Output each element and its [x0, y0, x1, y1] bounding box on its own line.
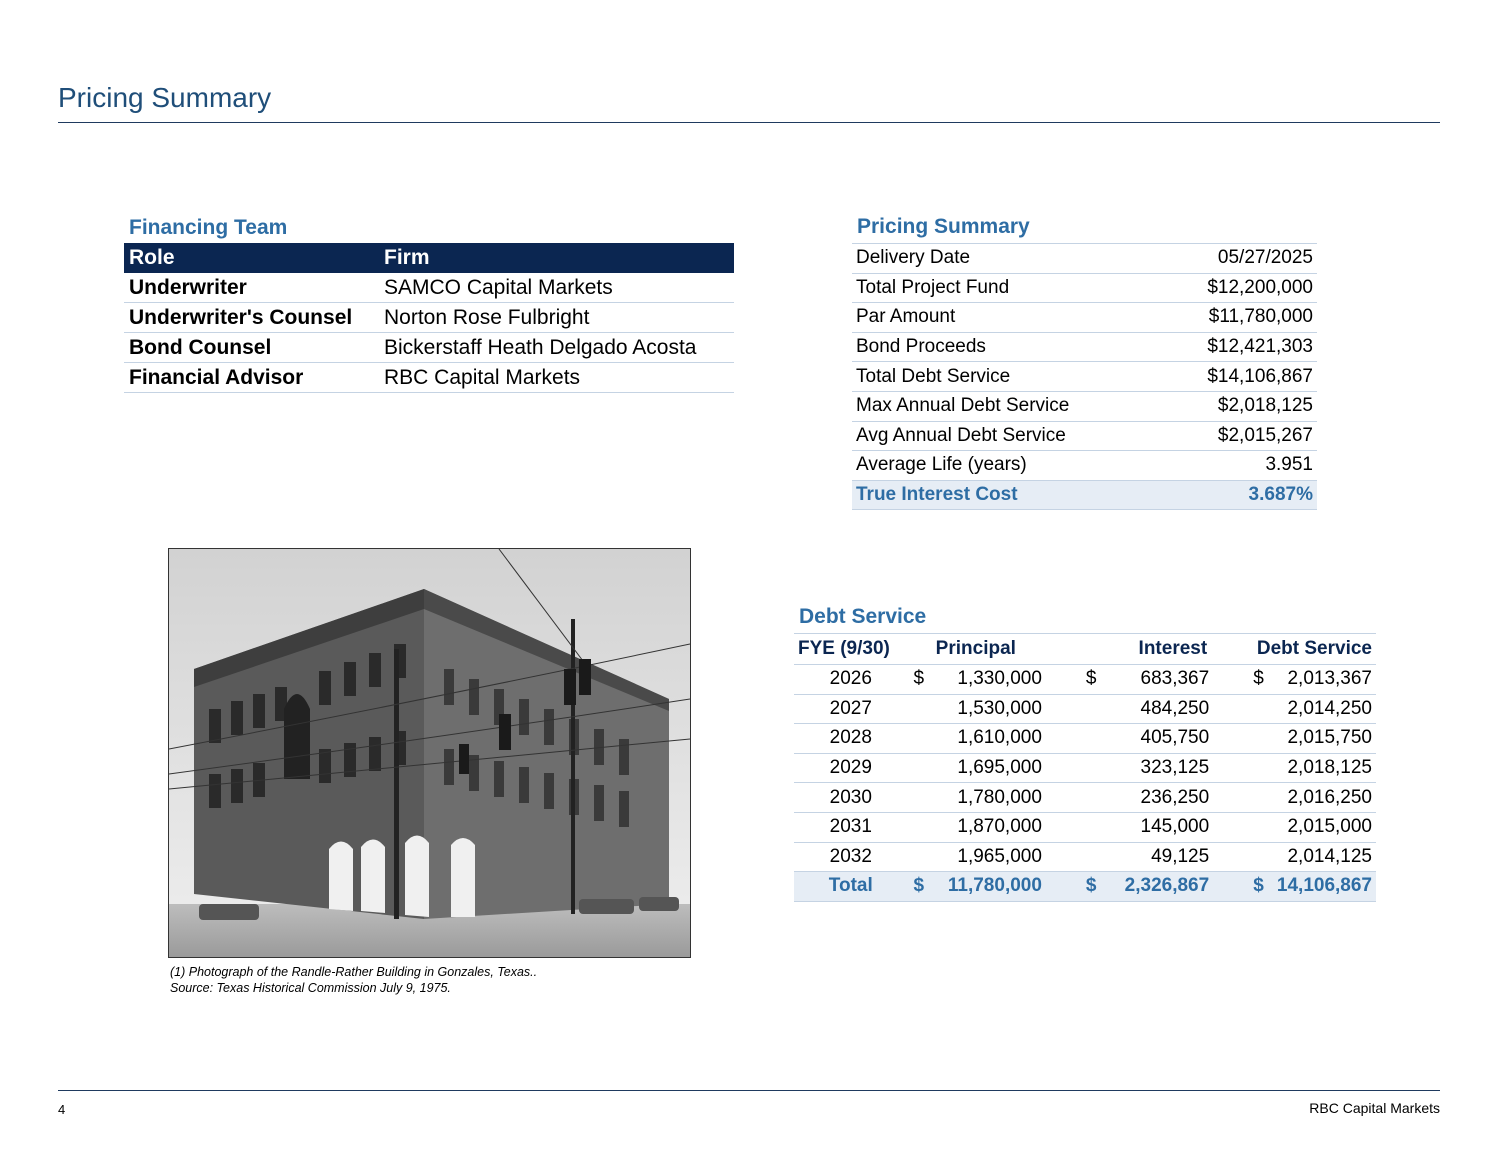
table-row	[794, 812, 1376, 842]
photo-caption	[170, 964, 537, 996]
pricing-value: $14,106,867	[1159, 362, 1317, 392]
interest-cell: 323,125	[1110, 753, 1214, 783]
table-row	[852, 244, 1317, 274]
table-row	[852, 273, 1317, 303]
principal-cell: 1,780,000	[937, 783, 1046, 813]
pricing-label: True Interest Cost	[852, 480, 1159, 510]
role-header: Role	[124, 243, 379, 273]
financing-team-title: Financing Team	[129, 216, 288, 239]
table-row	[852, 391, 1317, 421]
pricing-label: Total Project Fund	[852, 273, 1159, 303]
pricing-label: Avg Annual Debt Service	[852, 421, 1159, 451]
fye-header: FYE (9/30)	[794, 634, 908, 665]
financing-team-table	[124, 243, 734, 393]
firm-cell: SAMCO Capital Markets	[379, 273, 734, 303]
firm-header: Firm	[379, 243, 734, 273]
currency-symbol: $	[1213, 665, 1277, 695]
role-cell: Underwriter's Counsel	[124, 303, 379, 333]
pricing-value: 05/27/2025	[1159, 244, 1317, 274]
table-row	[794, 694, 1376, 724]
table-row	[852, 332, 1317, 362]
table-row	[852, 451, 1317, 481]
table-row	[124, 303, 734, 333]
footer-brand: RBC Capital Markets	[1309, 1100, 1440, 1116]
financing-team-header-row	[124, 243, 734, 273]
pricing-label: Max Annual Debt Service	[852, 391, 1159, 421]
page-title: Pricing Summary	[58, 82, 272, 113]
total-label: Total	[794, 872, 908, 902]
currency-symbol: $	[908, 665, 938, 695]
principal-cell: 1,695,000	[937, 753, 1046, 783]
currency-symbol: $	[1213, 872, 1277, 902]
interest-cell: 236,250	[1110, 783, 1214, 813]
interest-cell: 683,367	[1110, 665, 1214, 695]
principal-cell: 1,330,000	[937, 665, 1046, 695]
table-row	[124, 363, 734, 393]
pricing-summary-table	[852, 243, 1317, 510]
building-photo	[168, 548, 691, 958]
page-number: 4	[58, 1102, 66, 1117]
photo-caption-line1: (1) Photograph of the Randle-Rather Building in Gonzales, Texas..	[170, 965, 538, 979]
interest-cell: 49,125	[1110, 842, 1214, 872]
year-cell: 2029	[794, 753, 908, 783]
pricing-value: $12,421,303	[1159, 332, 1317, 362]
year-cell: 2032	[794, 842, 908, 872]
table-row	[794, 665, 1376, 695]
year-cell: 2026	[794, 665, 908, 695]
role-cell: Bond Counsel	[124, 333, 379, 363]
interest-cell: 484,250	[1110, 694, 1214, 724]
table-row	[124, 333, 734, 363]
debt-service-cell: 2,016,250	[1277, 783, 1376, 813]
debt-service-title: Debt Service	[799, 605, 927, 628]
total-interest: 2,326,867	[1110, 872, 1214, 902]
debt-service-cell: 2,015,750	[1277, 724, 1376, 754]
principal-cell: 1,530,000	[937, 694, 1046, 724]
firm-cell: Norton Rose Fulbright	[379, 303, 734, 333]
year-cell: 2031	[794, 812, 908, 842]
pricing-label: Delivery Date	[852, 244, 1159, 274]
principal-cell: 1,610,000	[937, 724, 1046, 754]
principal-cell: 1,965,000	[937, 842, 1046, 872]
pricing-value: $12,200,000	[1159, 273, 1317, 303]
pricing-label: Bond Proceeds	[852, 332, 1159, 362]
debt-service-table	[794, 633, 1376, 902]
firm-cell: RBC Capital Markets	[379, 363, 734, 393]
debt-service-header-row	[794, 634, 1376, 665]
interest-header: Interest	[1046, 634, 1213, 665]
pricing-summary-title: Pricing Summary	[857, 215, 1030, 238]
year-cell: 2027	[794, 694, 908, 724]
pricing-label: Total Debt Service	[852, 362, 1159, 392]
debt-service-cell: 2,018,125	[1277, 753, 1376, 783]
table-row	[124, 273, 734, 303]
debt-service-total-row	[794, 872, 1376, 902]
table-row	[794, 783, 1376, 813]
role-cell: Underwriter	[124, 273, 379, 303]
interest-cell: 405,750	[1110, 724, 1214, 754]
table-row	[794, 842, 1376, 872]
table-row	[852, 421, 1317, 451]
firm-cell: Bickerstaff Heath Delgado Acosta	[379, 333, 734, 363]
year-cell: 2028	[794, 724, 908, 754]
currency-symbol: $	[908, 872, 938, 902]
debt-service-header: Debt Service	[1213, 634, 1376, 665]
pricing-value: 3.687%	[1159, 480, 1317, 510]
interest-cell: 145,000	[1110, 812, 1214, 842]
pricing-label: Par Amount	[852, 303, 1159, 333]
footer-divider	[58, 1090, 1440, 1091]
table-row	[794, 753, 1376, 783]
table-row	[852, 303, 1317, 333]
pricing-value: $11,780,000	[1159, 303, 1317, 333]
table-row	[852, 362, 1317, 392]
pricing-label: Average Life (years)	[852, 451, 1159, 481]
table-row	[794, 724, 1376, 754]
debt-service-cell: 2,014,125	[1277, 842, 1376, 872]
principal-cell: 1,870,000	[937, 812, 1046, 842]
header-divider	[58, 122, 1440, 123]
total-principal: 11,780,000	[937, 872, 1046, 902]
photo-caption-line2: Source: Texas Historical Commission July 9, 1975.	[170, 981, 451, 995]
role-cell: Financial Advisor	[124, 363, 379, 393]
debt-service-cell: 2,015,000	[1277, 812, 1376, 842]
pricing-value: $2,018,125	[1159, 391, 1317, 421]
building-photo-image	[169, 549, 690, 957]
year-cell: 2030	[794, 783, 908, 813]
true-interest-cost-row	[852, 480, 1317, 510]
debt-service-cell: 2,014,250	[1277, 694, 1376, 724]
debt-service-cell: 2,013,367	[1277, 665, 1376, 695]
pricing-value: $2,015,267	[1159, 421, 1317, 451]
total-debt-service: 14,106,867	[1277, 872, 1376, 902]
principal-header: Principal	[908, 634, 1046, 665]
currency-symbol: $	[1046, 665, 1110, 695]
currency-symbol: $	[1046, 872, 1110, 902]
pricing-value: 3.951	[1159, 451, 1317, 481]
